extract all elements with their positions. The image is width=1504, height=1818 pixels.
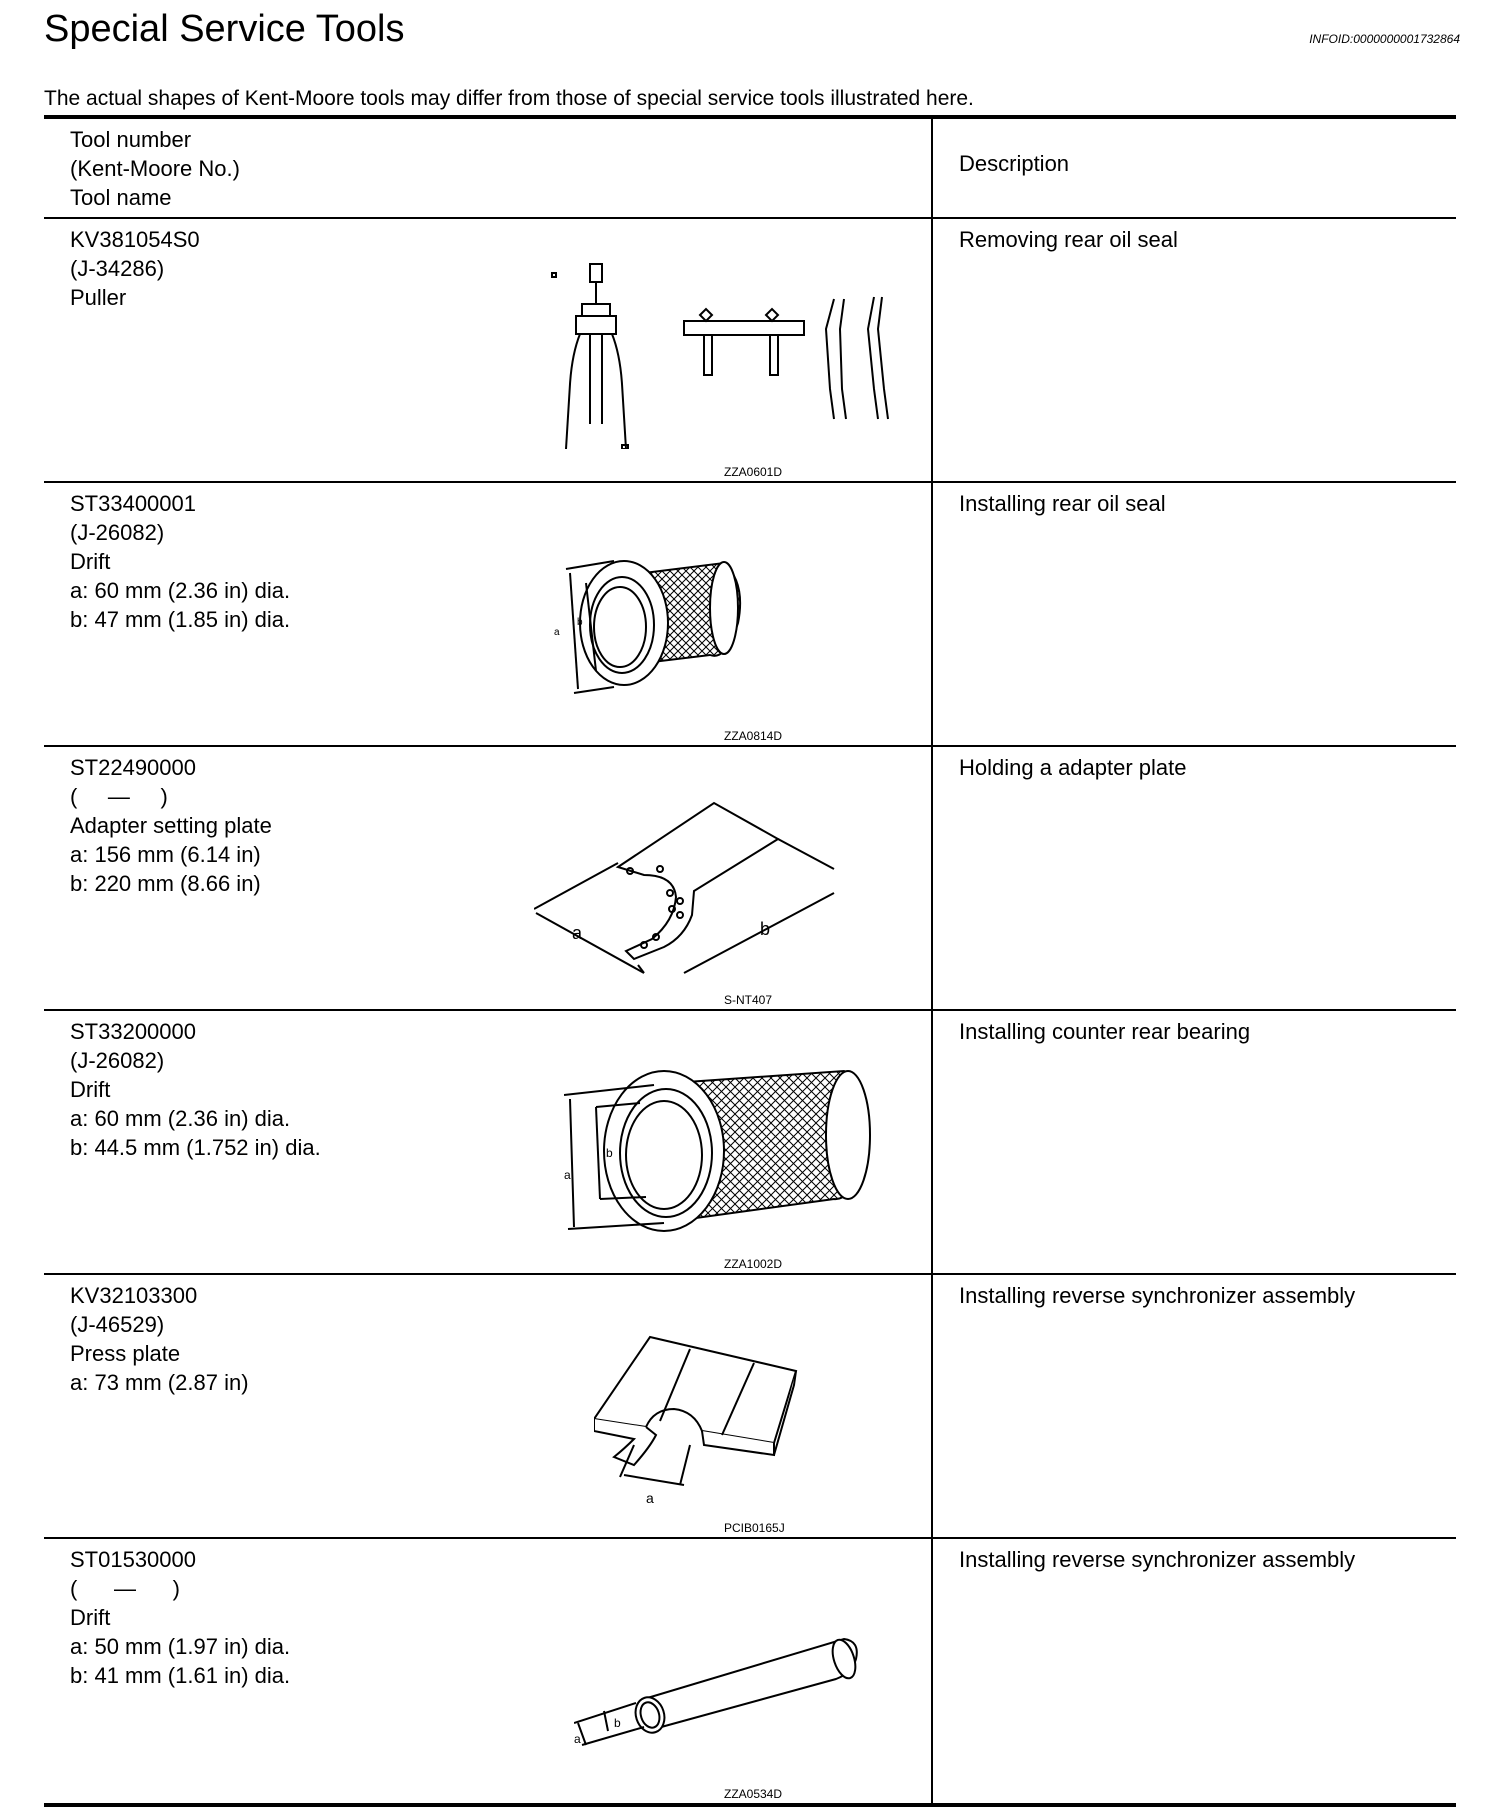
tool-cell: [44, 746, 932, 1010]
tool-cell: [44, 1538, 932, 1805]
kent-moore-no: (J-46529): [70, 1312, 165, 1337]
kent-moore-no: (J-26082): [70, 520, 165, 545]
dimension-a: a: 73 mm (2.87 in): [70, 1370, 249, 1395]
tool-description: Removing rear oil seal: [959, 227, 1178, 252]
drift-illustration: [564, 1051, 884, 1241]
tool-number: ST33400001: [70, 491, 196, 516]
tool-name: Drift: [70, 1077, 111, 1102]
dimension-a-label: a: [554, 627, 560, 638]
dimension-a-label: a: [572, 923, 583, 943]
kent-moore-no: (J-34286): [70, 256, 165, 281]
dimension-a-label: a: [564, 1168, 571, 1182]
tool-number: KV32103300: [70, 1283, 198, 1308]
dimension-a-label: a: [646, 1490, 654, 1505]
dimension-b-label: b: [606, 1146, 613, 1160]
puller-illustration: [544, 259, 924, 449]
kent-moore-no: ( — ): [70, 784, 168, 809]
dimension-b: b: 220 mm (8.66 in): [70, 871, 261, 896]
dimension-b: b: 47 mm (1.85 in) dia.: [70, 607, 291, 632]
figure-code: ZZA0601D: [724, 465, 783, 479]
table-row: [44, 218, 1456, 482]
tool-cell: [44, 1274, 932, 1538]
dimension-b-label: b: [577, 617, 583, 628]
page-title: Special Service Tools: [44, 8, 405, 50]
header-tool-number: Tool number: [70, 127, 192, 152]
header-description-cell: [932, 117, 1456, 218]
header-tool-cell: [44, 117, 932, 218]
table-row: [44, 1010, 1456, 1274]
tool-number: KV381054S0: [70, 227, 200, 252]
tool-cell: [44, 482, 932, 746]
description-cell: [932, 218, 1456, 482]
dimension-a: a: 50 mm (1.97 in) dia.: [70, 1634, 291, 1659]
tube-drift-illustration: [574, 1619, 894, 1769]
adapter-setting-plate-illustration: [534, 797, 854, 977]
tool-description: Installing reverse synchronizer assembly: [959, 1547, 1356, 1572]
figure-code: ZZA1002D: [724, 1257, 783, 1271]
dimension-a-label: a: [574, 1732, 581, 1746]
figure-code: ZZA0534D: [724, 1787, 783, 1801]
description-cell: [932, 482, 1456, 746]
description-cell: [932, 1010, 1456, 1274]
info-id: INFOID:0000000001732864: [1309, 32, 1460, 46]
description-cell: [932, 1538, 1456, 1805]
description-cell: [932, 1274, 1456, 1538]
table-header-row: [44, 117, 1456, 218]
kent-moore-no: ( — ): [70, 1576, 180, 1601]
tool-number: ST01530000: [70, 1547, 196, 1572]
table-row: [44, 1274, 1456, 1538]
dimension-b: b: 44.5 mm (1.752 in) dia.: [70, 1135, 321, 1160]
tool-description: Installing rear oil seal: [959, 491, 1166, 516]
tool-description: Installing counter rear bearing: [959, 1019, 1251, 1044]
figure-code: ZZA0814D: [724, 729, 783, 743]
dimension-b-label: b: [614, 1716, 621, 1730]
kent-moore-no: (J-26082): [70, 1048, 165, 1073]
header-description: Description: [959, 151, 1070, 176]
intro-note: The actual shapes of Kent-Moore tools may differ from those of special service tools illustrated here.: [44, 87, 974, 110]
dimension-b-label: b: [760, 919, 771, 939]
tool-name: Drift: [70, 1605, 111, 1630]
dimension-a: a: 60 mm (2.36 in) dia.: [70, 578, 291, 603]
dimension-b: b: 41 mm (1.61 in) dia.: [70, 1663, 291, 1688]
header-kent-moore-no: (Kent-Moore No.): [70, 156, 240, 181]
press-plate-illustration: [594, 1335, 864, 1505]
tool-cell: [44, 218, 932, 482]
tool-name: Puller: [70, 285, 127, 310]
tool-name: Press plate: [70, 1341, 181, 1366]
figure-code: S-NT407: [724, 993, 773, 1007]
tool-number: ST22490000: [70, 755, 196, 780]
figure-code: PCIB0165J: [724, 1521, 785, 1535]
header-tool-name: Tool name: [70, 185, 172, 210]
tool-name: Drift: [70, 549, 111, 574]
tool-description: Holding a adapter plate: [959, 755, 1187, 780]
dimension-a: a: 156 mm (6.14 in): [70, 842, 261, 867]
tool-name: Adapter setting plate: [70, 813, 272, 838]
table-row: [44, 746, 1456, 1010]
tool-cell: [44, 1010, 932, 1274]
drift-illustration: [514, 543, 754, 713]
table-row: [44, 482, 1456, 746]
special-service-tools-table: [44, 115, 1456, 1807]
dimension-a: a: 60 mm (2.36 in) dia.: [70, 1106, 291, 1131]
description-cell: [932, 746, 1456, 1010]
table-row: [44, 1538, 1456, 1805]
tool-description: Installing reverse synchronizer assembly: [959, 1283, 1356, 1308]
tool-number: ST33200000: [70, 1019, 196, 1044]
